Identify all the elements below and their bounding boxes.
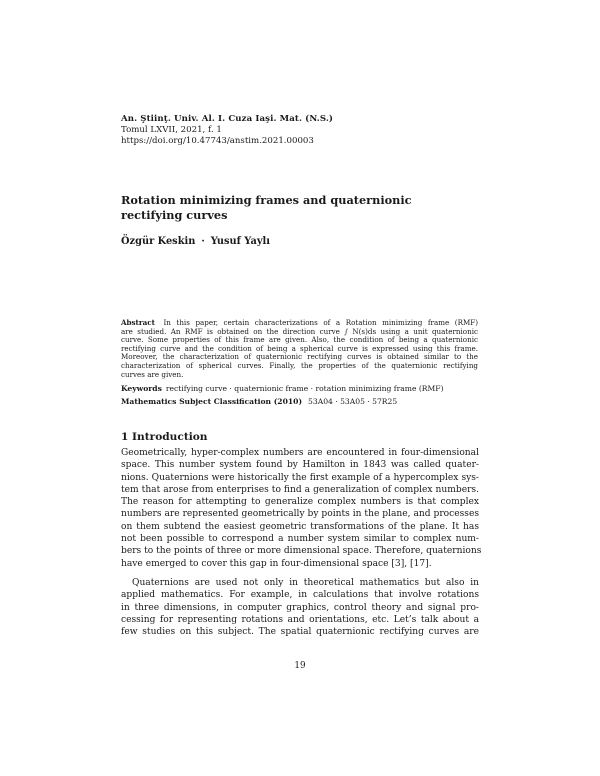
paragraph-line: The reason for attempting to generalize complex numbers is that complex: [121, 497, 479, 508]
keywords-text: rectifying curve · quaternionic frame · rotation minimizing frame (RMF): [165, 384, 444, 393]
abstract-line: are studied. An RMF is obtained on the direction curve ∫ N(s)ds using a unit quaternionic: [121, 326, 478, 336]
journal-volume: Tomul LXVII, 2021, f. 1: [121, 125, 222, 135]
author-list: [121, 236, 270, 247]
abstract: [121, 319, 478, 379]
journal-header: [121, 114, 333, 147]
keywords: [121, 384, 478, 394]
author-name: Yusuf Yaylı: [210, 236, 270, 247]
abstract-line: In this paper, certain characterizations of a Rotation minimizing frame (RMF): [163, 318, 478, 327]
paragraph-line: on them subtend the easiest geometric transformations of the plane. It has: [121, 521, 479, 532]
paragraph-line: bers to the points of three or more dimensional space. Therefore, quaternions: [121, 546, 482, 557]
abstract-line: characterization of spherical curves. Finally, the properties of the quaternionic rectifying: [121, 360, 478, 370]
msc-classification: [121, 397, 478, 407]
journal-doi[interactable]: https://doi.org/10.47743/anstim.2021.00003: [121, 136, 314, 146]
paragraph-line: space. This number system found by Hamilton in 1843 was called quater-: [121, 460, 479, 471]
paragraph-line: applied mathematics. For example, in calculations that involve rotations: [121, 590, 479, 601]
abstract-line: Moreover, the characterization of quaternionic rectifying curves is obtained similar to the: [121, 352, 478, 362]
abstract-label: Abstract: [121, 318, 155, 327]
paragraph-line: few studies on this subject. The spatial quaternionic rectifying curves are: [121, 627, 479, 638]
section-heading: 1 Introduction: [121, 431, 208, 443]
keywords-label: Keywords: [121, 384, 162, 393]
paragraph-line: cessing for representing rotations and orientations, etc. Let’s talk about a: [121, 614, 479, 625]
paragraph-line: Geometrically, hyper-complex numbers are encountered in four-dimensional: [121, 448, 479, 458]
paragraph-line: in three dimensions, in computer graphics, control theory and signal pro-: [121, 602, 479, 613]
journal-name: An. Ştiinţ. Univ. Al. I. Cuza Iaşi. Mat. (N.S.): [121, 114, 334, 124]
paragraph-line: nions. Quaternions were historically the first example of a hypercomplex sys-: [121, 472, 479, 483]
msc-codes: 53A04 · 53A05 · 57R25: [308, 397, 398, 406]
page-number: 19: [294, 661, 306, 671]
paragraph-line: have emerged to cover this gap in four-dimensional space [3], [17].: [121, 558, 432, 569]
author-name: Özgür Keskin: [121, 236, 196, 247]
msc-label: Mathematics Subject Classification (2010): [121, 397, 303, 406]
author-separator: ·: [201, 236, 205, 247]
abstract-line: rectifying curve and the condition of being a spherical curve is expressed using this frame.: [121, 343, 478, 353]
paragraph: [121, 577, 479, 638]
paragraph: [121, 447, 482, 570]
abstract-line: curve. Some properties of this frame are given. Also, the condition of being a quaternionic: [121, 335, 478, 345]
paragraph-line: not been possible to correspond a number system similar to complex num-: [121, 534, 479, 545]
paragraph-line: Quaternions are used not only in theoretical mathematics but also in: [132, 578, 479, 588]
abstract-line: curves are given.: [121, 369, 184, 379]
paragraph-line: tem that arose from enterprises to find a generalization of complex numbers.: [121, 484, 479, 495]
paper-title: Rotation minimizing frames and quaternionic rectifying curves: [121, 193, 412, 222]
paragraph-line: numbers are represented geometrically by points in the plane, and processes: [121, 509, 479, 520]
